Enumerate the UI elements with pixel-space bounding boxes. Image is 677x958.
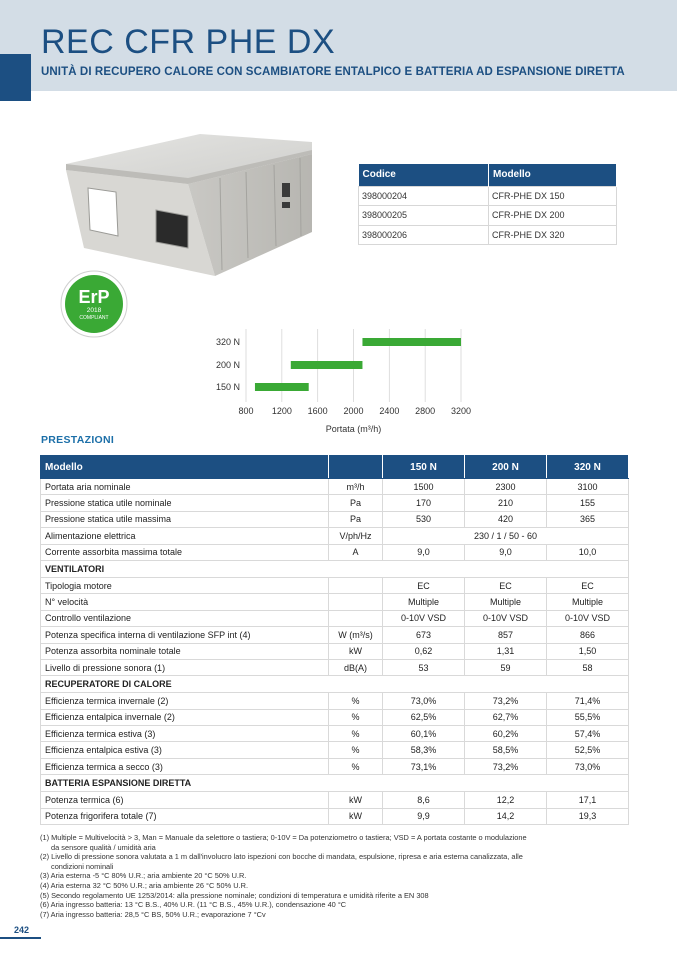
x-tick-label: 3200 <box>450 406 472 416</box>
table-row <box>41 659 629 675</box>
page-number: 242 <box>14 925 30 935</box>
spec-label: Potenza termica (6) <box>41 792 329 808</box>
spec-label: Alimentazione elettrica <box>41 528 329 544</box>
range-bar <box>362 338 461 346</box>
spec-value: 0-10V VSD <box>383 610 465 626</box>
spec-value: EC <box>547 577 629 593</box>
footnote: condizioni nominali <box>51 861 114 871</box>
section-label: BATTERIA ESPANSIONE DIRETTA <box>41 775 629 792</box>
table-row <box>41 726 629 742</box>
spec-value: Multiple <box>383 594 465 610</box>
spec-value: 10,0 <box>547 544 629 560</box>
spec-value: 170 <box>383 495 465 511</box>
spec-value: 0-10V VSD <box>547 610 629 626</box>
table-row <box>41 495 629 511</box>
table-row <box>41 742 629 758</box>
category-label: 320 N <box>215 337 240 347</box>
x-tick-label: 2400 <box>379 406 400 416</box>
erp-compliant: COMPLIANT <box>79 315 109 321</box>
spec-value: 0-10V VSD <box>465 610 547 626</box>
footnote: da sensore qualità / umidità aria <box>51 842 156 852</box>
spec-label: Controllo ventilazione <box>41 610 329 626</box>
spec-value: 62,7% <box>465 709 547 725</box>
footnote: (5) Secondo regolamento UE 1253/2014: alla pressione nominale; condizioni di temperatura e umidità riferite a EN 308 <box>40 890 429 900</box>
code-cell: 398000204 <box>359 186 489 206</box>
spec-value: 8,6 <box>383 792 465 808</box>
spec-value: 365 <box>547 511 629 527</box>
range-bar <box>291 361 363 369</box>
spec-value: 73,0% <box>383 693 465 709</box>
spec-value: 530 <box>383 511 465 527</box>
spec-value: EC <box>383 577 465 593</box>
spec-label: Efficienza termica estiva (3) <box>41 726 329 742</box>
spec-unit: % <box>329 726 383 742</box>
x-tick-label: 1600 <box>307 406 328 416</box>
spec-value: 230 / 1 / 50 - 60 <box>383 528 629 544</box>
spec-label: Tipologia motore <box>41 577 329 593</box>
spec-value: 0,62 <box>383 643 465 659</box>
spec-value: 73,2% <box>465 758 547 774</box>
spec-value: EC <box>465 577 547 593</box>
spec-value: 155 <box>547 495 629 511</box>
x-tick-label: 800 <box>238 406 254 416</box>
spec-value: 17,1 <box>547 792 629 808</box>
table-row <box>41 479 629 495</box>
table-row <box>41 511 629 527</box>
specs-header-150n: 150 N <box>383 456 465 479</box>
spec-label: Portata aria nominale <box>41 479 329 495</box>
spec-unit: % <box>329 742 383 758</box>
specs-header-unit <box>329 456 383 479</box>
table-row <box>41 808 629 824</box>
spec-value: Multiple <box>547 594 629 610</box>
erp-badge <box>60 270 128 338</box>
spec-label: Efficienza entalpica invernale (2) <box>41 709 329 725</box>
spec-unit: m³/h <box>329 479 383 495</box>
airflow-chart <box>200 325 490 440</box>
spec-unit: Pa <box>329 511 383 527</box>
footnote: (6) Aria ingresso batteria: 13 °C B.S., 40% U.R. (11 °C B.S., 45% U.R.), condensazione 40 °C <box>40 900 347 910</box>
spec-unit <box>329 610 383 626</box>
spec-unit: W (m³/s) <box>329 627 383 643</box>
spec-label: N° velocità <box>41 594 329 610</box>
spec-value: 73,2% <box>465 693 547 709</box>
spec-value: 857 <box>465 627 547 643</box>
footnote: (2) Livello di pressione sonora valutata a 1 m dall'involucro lato ispezioni con bocche di mandata, espulsione, ripresa e aria esterna canalizzata, alle <box>40 852 523 862</box>
table-row <box>41 610 629 626</box>
spec-value: 59 <box>465 659 547 675</box>
spec-value: 73,1% <box>383 758 465 774</box>
table-row <box>41 693 629 709</box>
table-row <box>41 528 629 544</box>
header-accent-tab <box>0 54 31 101</box>
spec-unit: A <box>329 544 383 560</box>
table-row <box>359 225 617 245</box>
spec-value: 9,0 <box>465 544 547 560</box>
spec-value: 53 <box>383 659 465 675</box>
codes-header-code: Codice <box>359 164 489 186</box>
spec-value: 9,9 <box>383 808 465 824</box>
spec-value: 58,5% <box>465 742 547 758</box>
spec-value: 1,31 <box>465 643 547 659</box>
spec-value: 12,2 <box>465 792 547 808</box>
table-row <box>359 186 617 206</box>
spec-value: 55,5% <box>547 709 629 725</box>
spec-label: Corrente assorbita massima totale <box>41 544 329 560</box>
table-row <box>41 758 629 774</box>
x-tick-label: 1200 <box>271 406 292 416</box>
table-row <box>41 709 629 725</box>
category-label: 200 N <box>215 360 240 370</box>
spec-label: Pressione statica utile massima <box>41 511 329 527</box>
spec-value: 9,0 <box>383 544 465 560</box>
table-row <box>41 577 629 593</box>
table-row <box>41 792 629 808</box>
specs-header-model: Modello <box>41 456 329 479</box>
spec-unit: dB(A) <box>329 659 383 675</box>
range-bar <box>255 383 309 391</box>
spec-label: Efficienza entalpica estiva (3) <box>41 742 329 758</box>
spec-unit: kW <box>329 643 383 659</box>
spec-value: 71,4% <box>547 693 629 709</box>
spec-unit: % <box>329 709 383 725</box>
spec-label: Potenza assorbita nominale totale <box>41 643 329 659</box>
footnote: (7) Aria ingresso batteria: 28,5 °C BS, 50% U.R.; evaporazione 7 °Cv <box>40 909 266 919</box>
spec-unit <box>329 594 383 610</box>
spec-label: Potenza frigorifera totale (7) <box>41 808 329 824</box>
spec-value: 52,5% <box>547 742 629 758</box>
spec-unit: kW <box>329 792 383 808</box>
spec-value: 673 <box>383 627 465 643</box>
page-title: REC CFR PHE DX <box>41 23 336 61</box>
specs-header-320n: 320 N <box>547 456 629 479</box>
spec-value: 1,50 <box>547 643 629 659</box>
spec-value: 14,2 <box>465 808 547 824</box>
spec-unit: V/ph/Hz <box>329 528 383 544</box>
spec-value: Multiple <box>465 594 547 610</box>
spec-value: 210 <box>465 495 547 511</box>
spec-value: 73,0% <box>547 758 629 774</box>
footnote: (1) Multiple = Multivelocità > 3, Man = Manuale da selettore o tastiera; 0-10V = Da potenziometro o tastiera; VSD = A portata costante o modulazione <box>40 833 527 842</box>
spec-value: 420 <box>465 511 547 527</box>
erp-year: 2018 <box>86 307 102 314</box>
spec-value: 58,3% <box>383 742 465 758</box>
spec-value: 60,1% <box>383 726 465 742</box>
spec-value: 2300 <box>465 479 547 495</box>
specs-table <box>40 455 629 825</box>
section-row <box>41 560 629 577</box>
model-cell: CFR-PHE DX 200 <box>489 206 617 226</box>
table-row <box>41 544 629 560</box>
spec-unit: kW <box>329 808 383 824</box>
spec-unit: Pa <box>329 495 383 511</box>
spec-unit: % <box>329 758 383 774</box>
spec-value: 866 <box>547 627 629 643</box>
spec-value: 58 <box>547 659 629 675</box>
codes-header-model: Modello <box>489 164 617 186</box>
footnote: (3) Aria esterna -5 °C 80% U.R.; aria ambiente 20 °C 50% U.R. <box>40 871 247 881</box>
footnotes <box>40 833 640 919</box>
spec-unit <box>329 577 383 593</box>
table-row <box>41 643 629 659</box>
model-cell: CFR-PHE DX 150 <box>489 186 617 206</box>
footnote: (4) Aria esterna 32 °C 50% U.R.; aria ambiente 26 °C 50% U.R. <box>40 880 249 890</box>
x-tick-label: 2000 <box>343 406 364 416</box>
spec-value: 62,5% <box>383 709 465 725</box>
product-image <box>60 128 320 288</box>
spec-value: 1500 <box>383 479 465 495</box>
spec-label: Efficienza termica a secco (3) <box>41 758 329 774</box>
table-row <box>359 206 617 226</box>
spec-label: Livello di pressione sonora (1) <box>41 659 329 675</box>
x-axis-label: Portata (m³/h) <box>325 424 382 434</box>
codes-table <box>358 164 617 245</box>
code-cell: 398000206 <box>359 225 489 245</box>
page-subtitle: UNITÀ DI RECUPERO CALORE CON SCAMBIATORE ENTALPICO E BATTERIA AD ESPANSIONE DIRETTA <box>41 66 625 78</box>
code-cell: 398000205 <box>359 206 489 226</box>
section-label: VENTILATORI <box>41 560 629 577</box>
spec-label: Efficienza termica invernale (2) <box>41 693 329 709</box>
spec-value: 19,3 <box>547 808 629 824</box>
table-row <box>41 594 629 610</box>
spec-value: 3100 <box>547 479 629 495</box>
section-row <box>41 676 629 693</box>
spec-label: Potenza specifica interna di ventilazione SFP int (4) <box>41 627 329 643</box>
page-number-rule <box>0 937 41 939</box>
spec-label: Pressione statica utile nominale <box>41 495 329 511</box>
section-label: RECUPERATORE DI CALORE <box>41 676 629 693</box>
section-row <box>41 775 629 792</box>
model-cell: CFR-PHE DX 320 <box>489 225 617 245</box>
spec-value: 57,4% <box>547 726 629 742</box>
section-title-prestazioni: PRESTAZIONI <box>41 434 115 446</box>
spec-value: 60,2% <box>465 726 547 742</box>
erp-label: ErP <box>78 287 110 307</box>
x-tick-label: 2800 <box>415 406 436 416</box>
table-row <box>41 627 629 643</box>
specs-header-200n: 200 N <box>465 456 547 479</box>
category-label: 150 N <box>215 382 240 392</box>
spec-unit: % <box>329 693 383 709</box>
